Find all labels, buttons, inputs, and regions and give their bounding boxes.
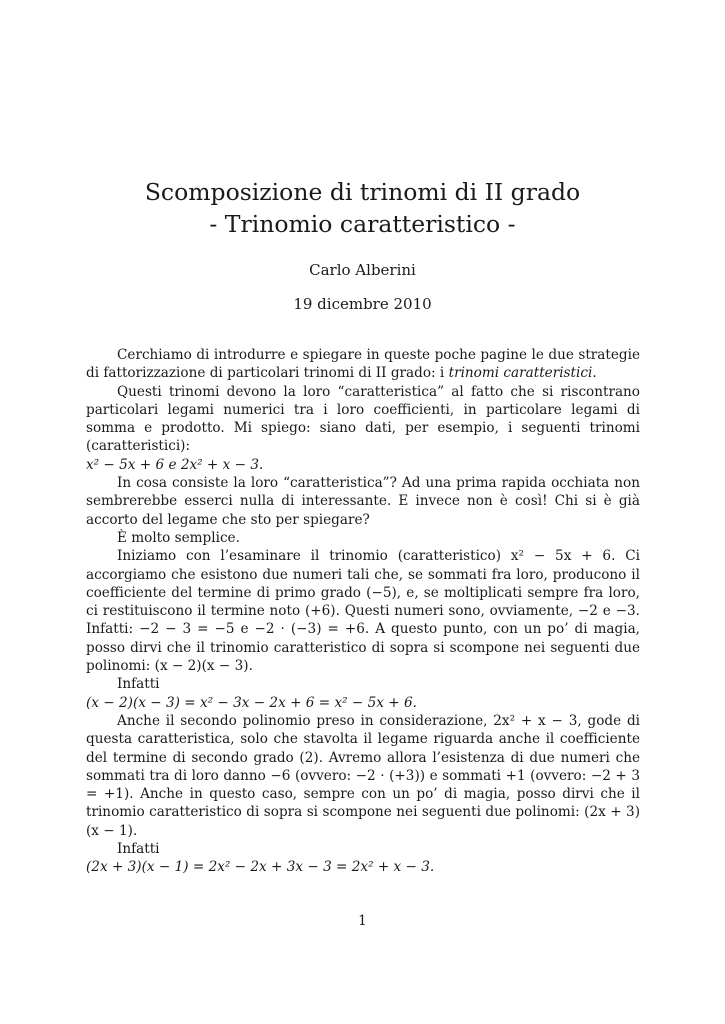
equation: (x − 2)(x − 3) = x² − 3x − 2x + 6 = x² − 5x + 6. [86,694,417,711]
paragraph: Questi trinomi devono la loro “caratteristica” al fatto che si riscontrano particolari legami numerici tra i loro coefficienti, in particolare legami di somma e prodotto. Mi spiego: siano dati, per esempio, i seguenti trinomi (caratteristici): [86,383,640,455]
paragraph: Anche il secondo polinomio preso in considerazione, 2x² + x − 3, gode di questa caratteristica, solo che stavolta il legame riguarda anche il coefficiente del termine di secondo grado (2). Avremo allora l’esistenza di due numeri che sommati tra di loro danno −6 (ovvero: −2 · (+3)) e sommati +1 (ovvero: −2 + 3 = +1). Anche in questo caso, sempre con un po’ di magia, posso dirvi che il trinomio caratteristico di sopra si scompone nei seguenti due polinomi: (2x + 3)(x − 1). [86,712,640,839]
paragraph-intro [86,346,640,383]
paragraph: Infatti [117,841,160,858]
paragraph-intro-end: . [592,365,597,382]
equation: x² − 5x + 6 e 2x² + x − 3. [86,456,264,473]
paragraph-intro-text: Cerchiamo di introdurre e spiegare in queste poche pagine le due strategie di fattorizzazione di particolari trinomi di II grado: i [86,347,640,382]
page-subtitle: - Trinomio caratteristico - [209,210,516,238]
author: Carlo Alberini [309,261,416,279]
paragraph: Iniziamo con l’esaminare il trinomio (caratteristico) x² − 5x + 6. Ci accorgiamo che esistono due numeri tali che, se sommati fra loro, producono il coefficiente del termine di primo grado (−5), e, se moltiplicati sempre fra loro, ci restituiscono il termine noto (+6). Questi numeri sono, ovviamente, −2 e −3. Infatti: −2 − 3 = −5 e −2 · (−3) = +6. A questo punto, con un po’ di magia, posso dirvi che il trinomio caratteristico di sopra si scompone nei seguenti due polinomi: (x − 2)(x − 3). [86,548,640,675]
paragraph: Infatti [117,676,160,693]
document-body [86,346,640,877]
page-title: Scomposizione di trinomi di II grado [144,178,581,206]
date: 19 dicembre 2010 [293,295,432,313]
page-number: 1 [358,913,367,929]
paragraph: È molto semplice. [117,529,240,546]
paragraph: In cosa consiste la loro “caratteristica”? Ad una prima rapida occhiata non sembrerebbe esserci nulla di interessante. E invece non è così! Chi si è già accorto del legame che sto per spiegare? [86,475,640,528]
equation: (2x + 3)(x − 1) = 2x² − 2x + 3x − 3 = 2x² + x − 3. [86,859,435,876]
emphasis-text: trinomi caratteristici [448,365,593,382]
